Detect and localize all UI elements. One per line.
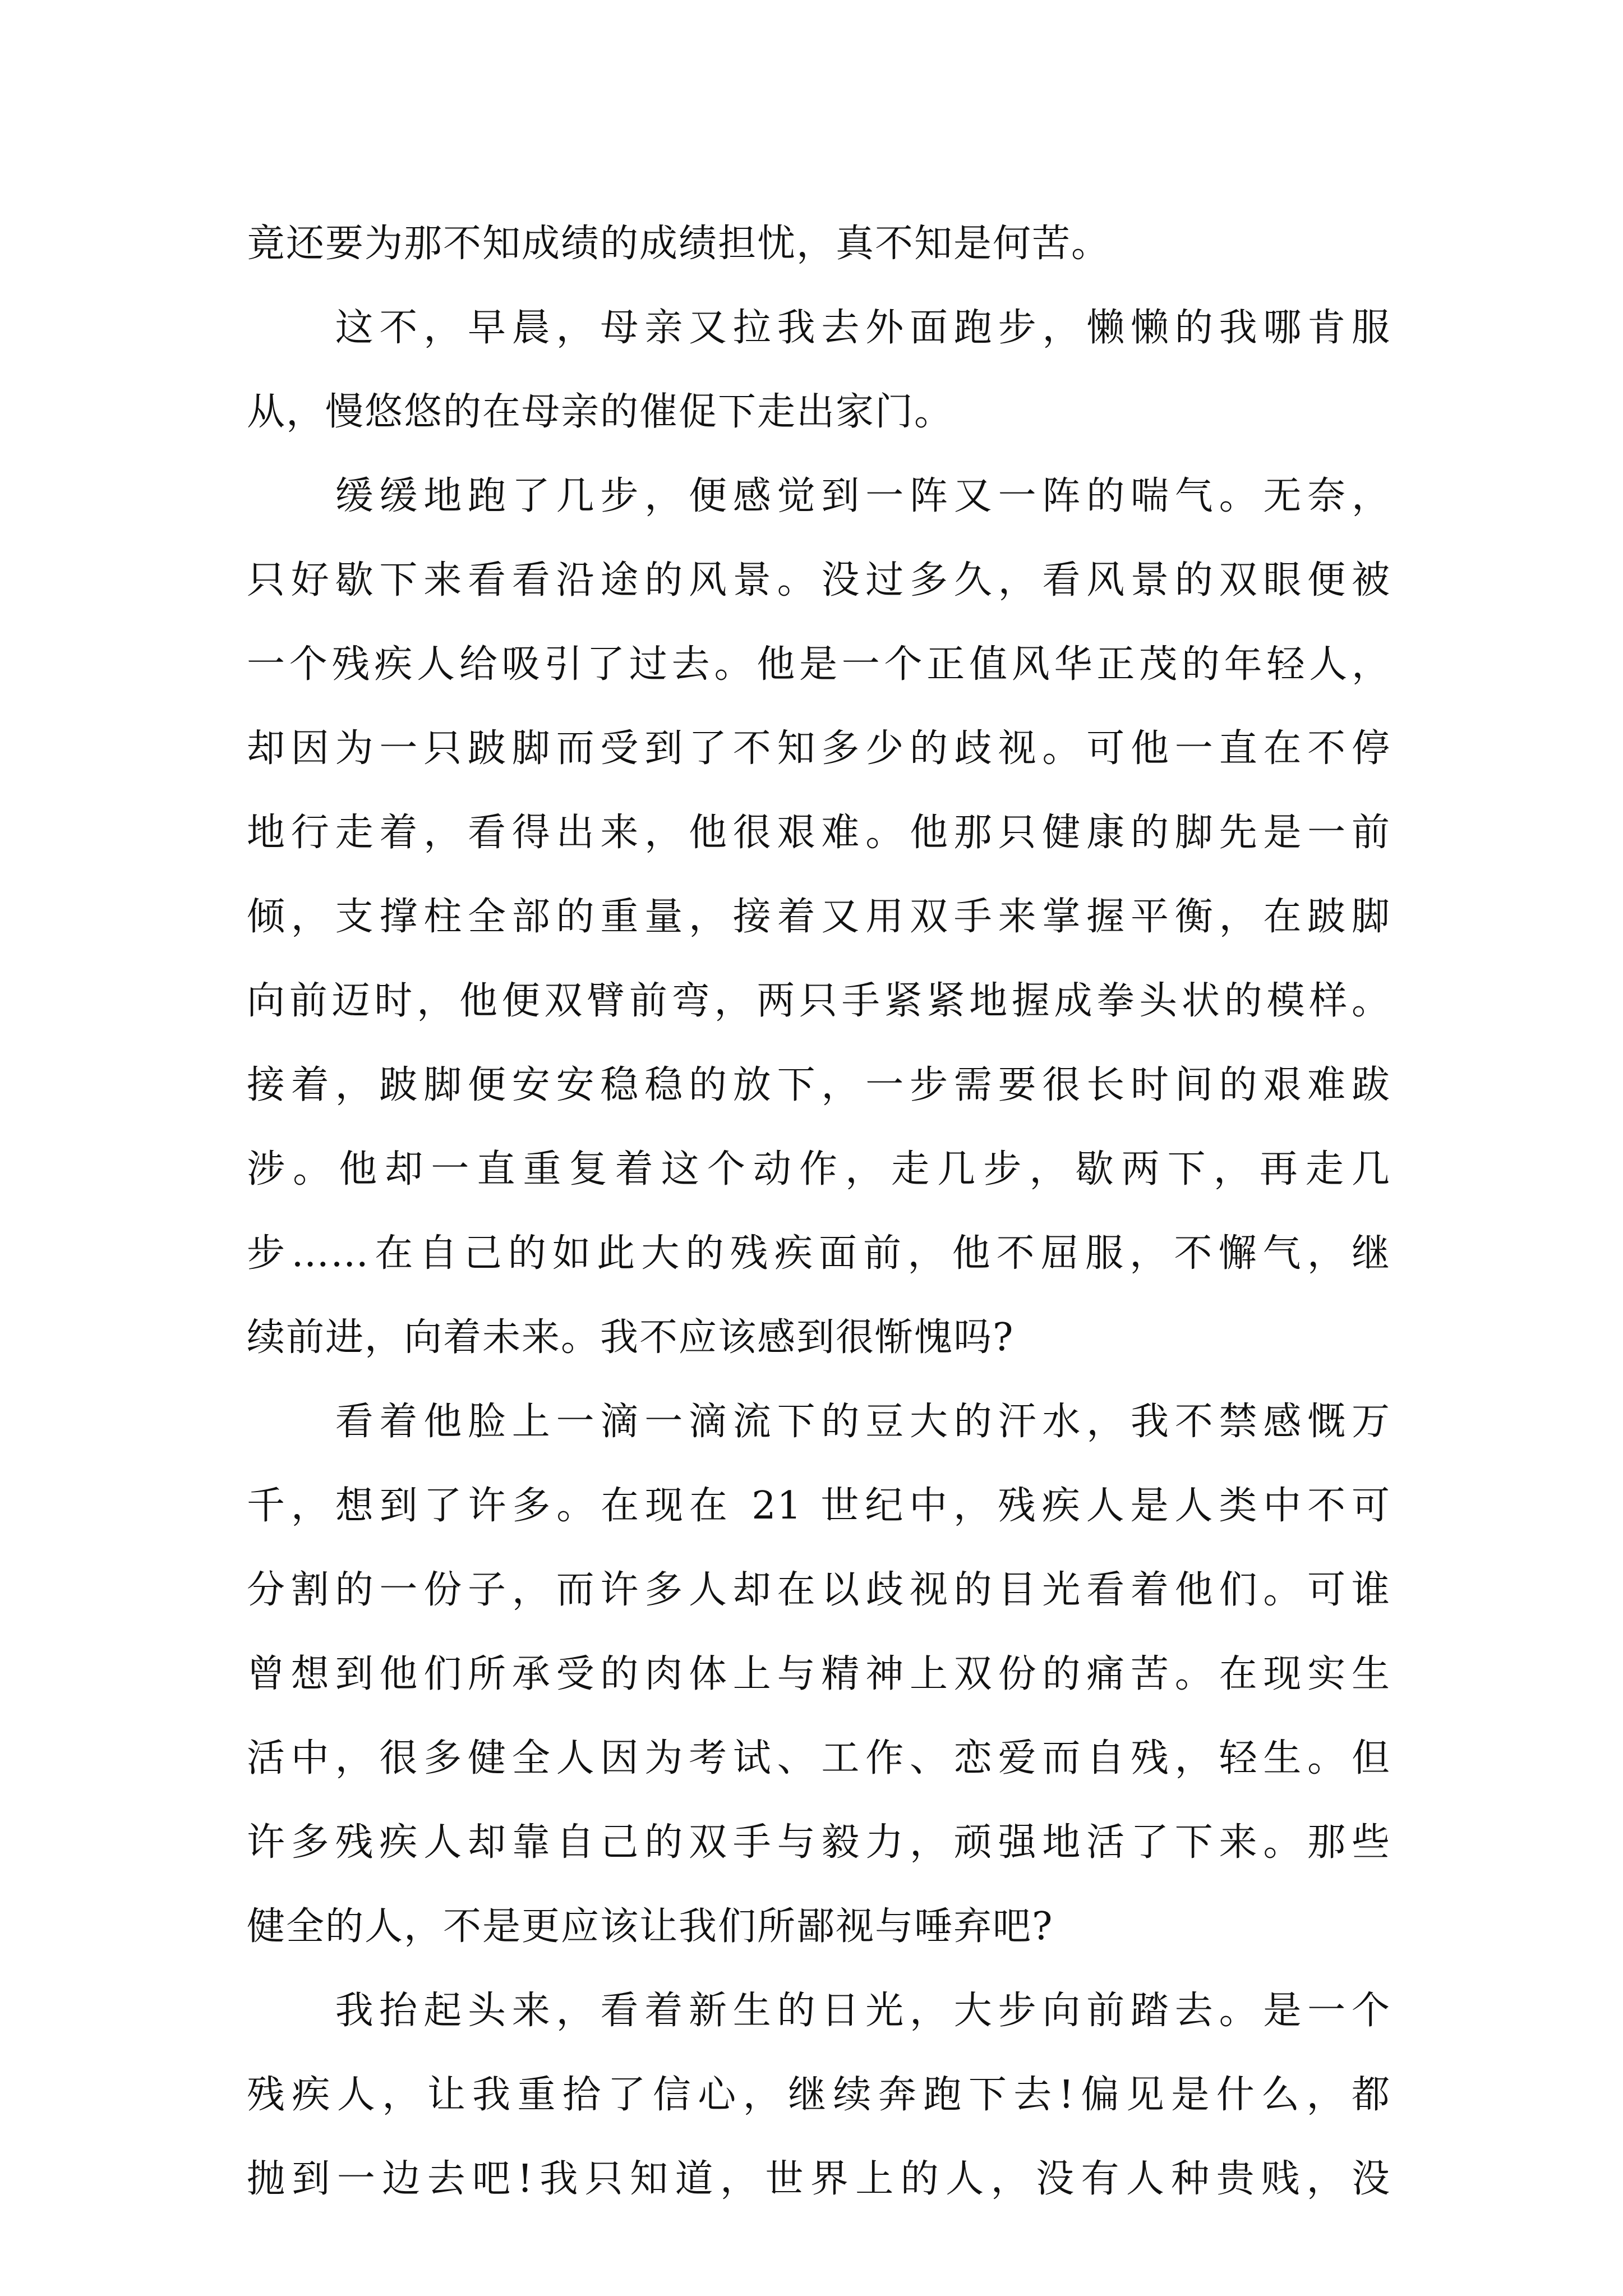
text-line: 健全的人，不是更应该让我们所鄙视与唾弃吧? <box>247 1904 1054 1949</box>
text-line: 一个残疾人给吸引了过去。他是一个正值风华正茂的年轻人， <box>247 642 1391 687</box>
text-line: 许多残疾人却靠自己的双手与毅力，顽强地活了下来。那些 <box>247 1820 1391 1865</box>
text-line: 只好歇下来看看沿途的风景。没过多久，看风景的双眼便被 <box>247 558 1391 602</box>
text-line: 分割的一份子，而许多人却在以歧视的目光看着他们。可谁 <box>247 1568 1391 1612</box>
text-line: 抛到一边去吧!我只知道，世界上的人，没有人种贵贱，没 <box>247 2157 1391 2201</box>
text-line: 残疾人，让我重拾了信心，继续奔跑下去!偏见是什么，都 <box>247 2073 1391 2117</box>
text-line: 活中，很多健全人因为考试、工作、恋爱而自残，轻生。但 <box>247 1736 1391 1780</box>
text-line: 地行走着，看得出来，他很艰难。他那只健康的脚先是一前 <box>247 811 1391 855</box>
text-line: 缓缓地跑了几步，便感觉到一阵又一阵的喘气。无奈， <box>247 474 1391 518</box>
text-line: 续前进，向着未来。我不应该感到很惭愧吗? <box>247 1315 1015 1360</box>
text-line: 涉。他却一直重复着这个动作，走几步，歇两下，再走几 <box>247 1147 1391 1191</box>
text-line: 看着他脸上一滴一滴流下的豆大的汗水，我不禁感慨万 <box>247 1400 1391 1444</box>
text-line: 竟还要为那不知成绩的成绩担忧，真不知是何苦。 <box>247 222 1111 266</box>
text-line: 接着，跛脚便安安稳稳的放下，一步需要很长时间的艰难跋 <box>247 1063 1391 1107</box>
text-line: 却因为一只跛脚而受到了不知多少的歧视。可他一直在不停 <box>247 726 1391 771</box>
text-line: 曾想到他们所承受的肉体上与精神上双份的痛苦。在现实生 <box>247 1652 1391 1696</box>
text-line: 向前迈时，他便双臂前弯，两只手紧紧地握成拳头状的模样。 <box>247 979 1391 1023</box>
body-text <box>247 202 1391 2221</box>
text-line: 从，慢悠悠的在母亲的催促下走出家门。 <box>247 390 954 434</box>
text-line: 千，想到了许多。在现在 21 世纪中，残疾人是人类中不可 <box>247 1484 1391 1528</box>
text-line: 这不，早晨，母亲又拉我去外面跑步，懒懒的我哪肯服 <box>247 306 1391 350</box>
text-line: 步……在自己的如此大的残疾面前，他不屈服，不懈气，继 <box>247 1231 1391 1276</box>
text-line: 倾，支撑柱全部的重量，接着又用双手来掌握平衡，在跛脚 <box>247 895 1391 939</box>
text-line: 我抬起头来，看着新生的日光，大步向前踏去。是一个 <box>247 1989 1391 2033</box>
